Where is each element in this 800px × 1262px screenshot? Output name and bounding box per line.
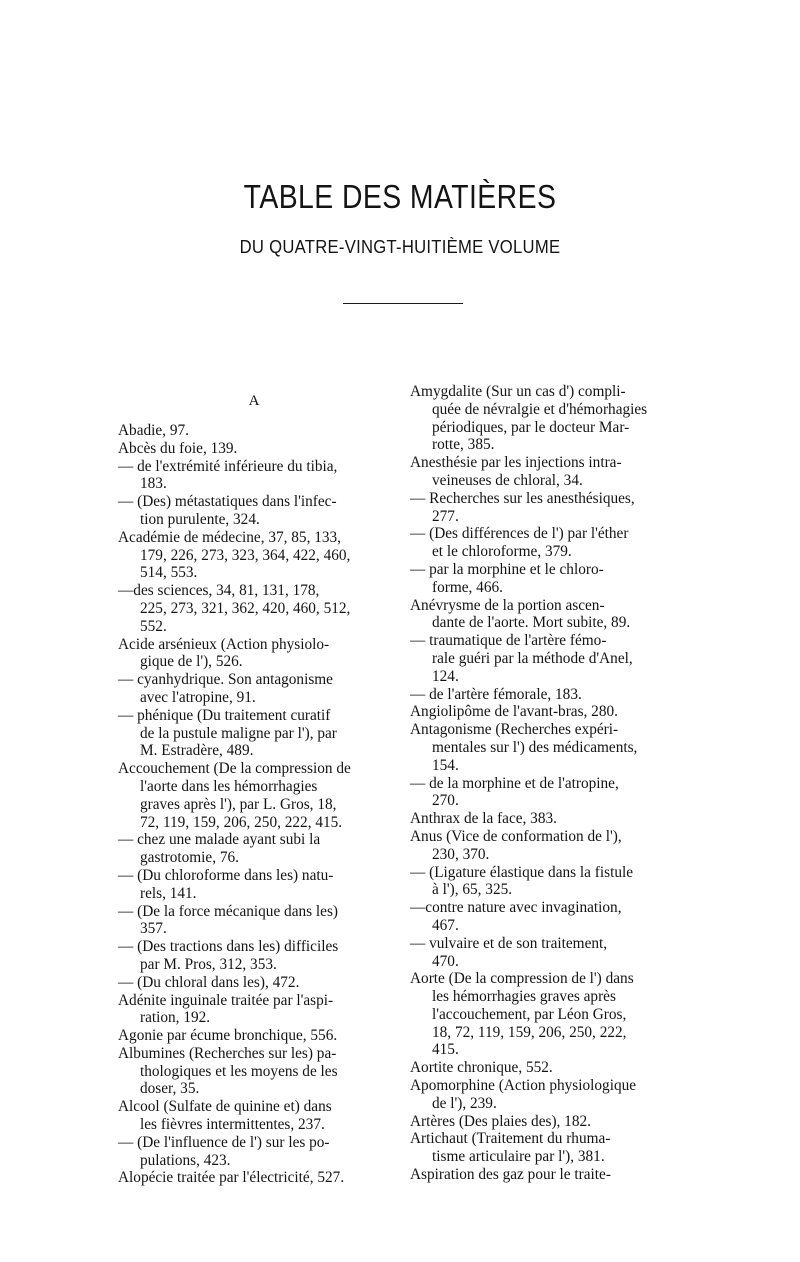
entry-continuation-line: les hémorrhagies graves après <box>432 988 616 1006</box>
index-column-right <box>410 383 676 1184</box>
index-entry <box>410 828 676 864</box>
index-column-left <box>118 388 390 1187</box>
entry-heading-line: — (De la force mécanique dans les) <box>118 902 339 920</box>
entry-continuation-line: à l'), 65, 325. <box>432 881 513 899</box>
index-entry <box>410 935 676 971</box>
index-entry <box>410 561 676 597</box>
entry-continuation-line: 183. <box>140 475 167 493</box>
entry-heading-line: Anesthésie par les injections intra- <box>410 454 622 472</box>
entry-heading-line: Artères (Des plaies des), 182. <box>410 1112 591 1130</box>
entry-continuation-line: 18, 72, 119, 159, 206, 250, 222, <box>432 1023 627 1041</box>
entry-heading-line: Anévrysme de la portion ascen- <box>410 596 605 614</box>
entry-continuation-line: 270. <box>432 792 459 810</box>
entry-heading-line: Abadie, 97. <box>118 422 189 439</box>
entry-continuation-line: 179, 226, 273, 323, 364, 422, 460, <box>140 546 351 564</box>
entry-heading-line: — cyanhydrique. Son antagonisme <box>118 671 333 689</box>
entry-heading-line: Acide arsénieux (Action physiolo- <box>118 635 330 653</box>
entry-list-left <box>118 422 390 1187</box>
entry-heading-line: Albumines (Recherches sur les) pa- <box>118 1044 337 1062</box>
entry-heading-line: Accouchement (De la compression de <box>118 760 351 778</box>
entry-heading-line: Apomorphine (Action physiologique <box>410 1077 637 1095</box>
entry-continuation-line: graves après l'), par L. Gros, 18, <box>140 795 337 813</box>
entry-continuation-line: l'aorte dans les hémorrhagies <box>140 777 318 795</box>
entry-heading-line: — (Ligature élastique dans la fistule <box>410 863 634 881</box>
index-entry <box>410 1130 676 1166</box>
index-entry <box>118 582 390 635</box>
entry-heading-line: Adénite inguinale traitée par l'aspi- <box>118 991 334 1009</box>
index-entry <box>410 632 676 685</box>
entry-heading-line: Antagonisme (Recherches expéri- <box>410 721 619 739</box>
index-entry <box>118 760 390 831</box>
entry-heading-line: Anus (Vice de conformation de l'), <box>410 827 622 845</box>
entry-continuation-line: rels, 141. <box>140 884 197 902</box>
entry-continuation-line: 230, 370. <box>432 845 490 863</box>
index-entry <box>118 831 390 867</box>
entry-heading-line: Anthrax de la face, 383. <box>410 810 557 828</box>
entry-heading-line: Abcès du foie, 139. <box>118 439 238 457</box>
entry-heading-line: Artichaut (Traitement du rhuma- <box>410 1130 611 1148</box>
index-entry <box>410 1166 676 1184</box>
entry-continuation-line: les fièvres intermittentes, 237. <box>140 1116 325 1134</box>
entry-heading-line: — vulvaire et de son traitement, <box>410 934 608 952</box>
entry-continuation-line: 415. <box>432 1041 459 1059</box>
entry-continuation-line: veineuses de chloral, 34. <box>432 471 583 489</box>
entry-continuation-line: quée de névralgie et d'hémorhagies <box>432 400 648 418</box>
entry-continuation-line: 72, 119, 159, 206, 250, 222, 415. <box>140 813 343 831</box>
entry-list-right <box>410 383 676 1184</box>
index-entry <box>410 970 676 1059</box>
entry-heading-line: — (De l'influence de l') sur les po- <box>118 1133 330 1151</box>
entry-heading-line: Alcool (Sulfate de quinine et) dans <box>118 1098 332 1116</box>
entry-continuation-line: rotte, 385. <box>432 436 495 454</box>
entry-continuation-line: et le chloroforme, 379. <box>432 543 572 561</box>
index-entry <box>118 529 390 582</box>
entry-continuation-line: 277. <box>432 507 459 525</box>
entry-heading-line: — phénique (Du traitement curatif <box>118 706 331 724</box>
index-entry <box>118 1098 390 1134</box>
entry-heading-line: — de l'artère fémorale, 183. <box>410 685 582 703</box>
entry-heading-line: Aspiration des gaz pour le traite- <box>410 1166 611 1184</box>
index-entry <box>118 1134 390 1170</box>
entry-continuation-line: de la pustule maligne par l'), par <box>140 724 337 742</box>
entry-continuation-line: 357. <box>140 920 167 938</box>
entry-heading-line: —contre nature avec invagination, <box>410 899 622 917</box>
entry-continuation-line: dante de l'aorte. Mort subite, 89. <box>432 614 631 632</box>
index-entry <box>410 686 676 704</box>
entry-continuation-line: pulations, 423. <box>140 1151 231 1169</box>
entry-heading-line: — (Du chloroforme dans les) natu- <box>118 866 334 884</box>
entry-heading-line: — de l'extrémité inférieure du tibia, <box>118 457 338 475</box>
entry-continuation-line: gique de l'), 526. <box>140 653 243 671</box>
entry-heading-line: Aorte (De la compression de l') dans <box>410 970 634 988</box>
index-entry <box>118 458 390 494</box>
index-entry <box>410 597 676 633</box>
index-entry <box>118 1027 390 1045</box>
entry-heading-line: — chez une malade ayant subi la <box>118 831 321 849</box>
index-entry <box>118 440 390 458</box>
page-subtitle: DU QUATRE-VINGT-HUITIÈME VOLUME <box>239 236 561 257</box>
entry-continuation-line: 470. <box>432 952 459 970</box>
entry-heading-line: — (Des) métastatiques dans l'infec- <box>118 493 337 511</box>
entry-heading-line: —des sciences, 34, 81, 131, 178, <box>118 582 320 600</box>
entry-continuation-line: 467. <box>432 916 459 934</box>
entry-heading-line: — par la morphine et le chloro- <box>410 560 604 578</box>
entry-heading-line: Aortite chronique, 552. <box>410 1059 553 1077</box>
index-entry <box>410 525 676 561</box>
index-entry <box>410 1077 676 1113</box>
entry-continuation-line: rale guéri par la méthode d'Anel, <box>432 649 633 667</box>
entry-continuation-line: avec l'atropine, 91. <box>140 688 256 706</box>
index-entry <box>118 938 390 974</box>
index-entry <box>118 1169 390 1187</box>
entry-heading-line: Alopécie traitée par l'électricité, 527. <box>118 1169 345 1187</box>
entry-continuation-line: 154. <box>432 756 459 774</box>
entry-continuation-line: périodiques, par le docteur Mar- <box>432 418 630 436</box>
entry-continuation-line: thologiques et les moyens de les <box>140 1062 338 1080</box>
index-entry <box>410 490 676 526</box>
entry-heading-line: — Recherches sur les anesthésiques, <box>410 489 635 507</box>
entry-continuation-line: 514, 553. <box>140 564 198 582</box>
index-entry <box>118 422 390 440</box>
index-entry <box>410 810 676 828</box>
index-entry <box>118 903 390 939</box>
index-entry <box>410 454 676 490</box>
index-entry <box>118 671 390 707</box>
entry-continuation-line: gastrotomie, 76. <box>140 849 239 867</box>
entry-continuation-line: par M. Pros, 312, 353. <box>140 955 277 973</box>
entry-continuation-line: l'accouchement, par Léon Gros, <box>432 1005 627 1023</box>
index-entry <box>410 1113 676 1131</box>
entry-continuation-line: de l'), 239. <box>432 1094 497 1112</box>
entry-continuation-line: M. Estradère, 489. <box>140 742 254 760</box>
entry-continuation-line: 225, 273, 321, 362, 420, 460, 512, <box>140 599 351 617</box>
entry-continuation-line: tion purulente, 324. <box>140 510 260 528</box>
index-entry <box>118 636 390 672</box>
entry-continuation-line: mentales sur l') des médicaments, <box>432 738 638 756</box>
index-entry <box>118 707 390 760</box>
index-entry <box>118 867 390 903</box>
page-title: TABLE DES MATIÈRES <box>243 178 557 215</box>
entry-continuation-line: tisme articulaire par l'), 381. <box>432 1148 605 1166</box>
index-entry <box>118 1045 390 1098</box>
index-entry <box>410 721 676 774</box>
index-entry <box>118 493 390 529</box>
index-entry <box>410 775 676 811</box>
entry-heading-line: Angiolipôme de l'avant-bras, 280. <box>410 703 618 721</box>
entry-heading-line: — (Du chloral dans les), 472. <box>118 973 300 991</box>
entry-heading-line: — (Des différences de l') par l'éther <box>410 525 629 543</box>
entry-heading-line: Académie de médecine, 37, 85, 133, <box>118 528 341 546</box>
index-entry <box>118 992 390 1028</box>
entry-heading-line: — de la morphine et de l'atropine, <box>410 774 619 792</box>
entry-continuation-line: ration, 192. <box>140 1009 211 1027</box>
entry-heading-line: — traumatique de l'artère fémo- <box>410 632 607 650</box>
index-entry <box>410 383 676 454</box>
entry-continuation-line: doser, 35. <box>140 1080 200 1098</box>
entry-heading-line: Amygdalite (Sur un cas d') compli- <box>410 383 626 400</box>
entry-heading-line: Agonie par écume bronchique, 556. <box>118 1027 338 1045</box>
index-entry <box>410 899 676 935</box>
index-entry <box>410 703 676 721</box>
index-entry <box>118 974 390 992</box>
entry-continuation-line: 124. <box>432 667 459 685</box>
index-entry <box>410 1059 676 1077</box>
entry-heading-line: — (Des tractions dans les) difficiles <box>118 938 339 956</box>
entry-continuation-line: forme, 466. <box>432 578 503 596</box>
section-letter: A <box>248 393 260 409</box>
entry-continuation-line: 552. <box>140 617 167 635</box>
title-divider <box>343 303 463 304</box>
index-entry <box>410 864 676 900</box>
